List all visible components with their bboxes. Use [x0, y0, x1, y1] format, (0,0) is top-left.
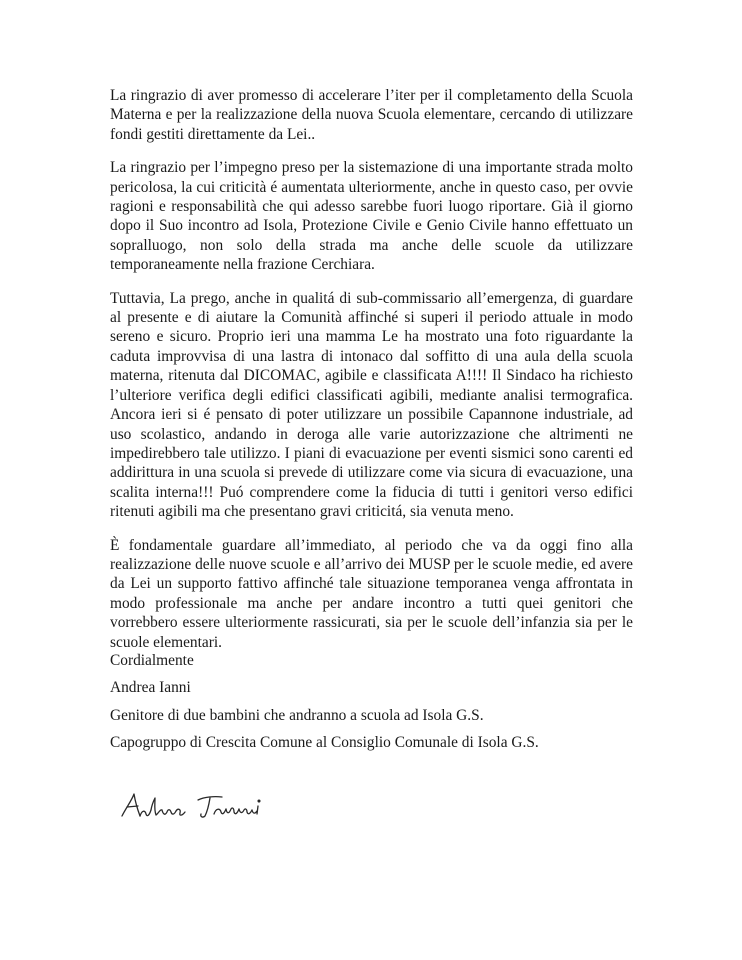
- paragraph-school-funding: La ringrazio di aver promesso di accelerare l’iter per il completamento della Scuola Materna e per la realizzazione della nuova Scuola elementare, cercando di utilizzare fondi gestiti direttamente da Lei..: [110, 87, 633, 143]
- paragraph-immediate-support: È fondamentale guardare all’immediato, al periodo che va da oggi fino alla realizzazione delle nuove scuole e all’arrivo dei MUSP per le scuole medie, ed avere da Lei un supporto fattivo affinché tale situazione temporanea venga affrontata in modo professionale ma anche per andare incontro a tutti quei genitori che vorrebbero essere ulteriormente rassicurati, sia per le scuole dell’infanzia sia per le scuole elementari.: [110, 536, 633, 651]
- author-name: Andrea Ianni: [110, 679, 191, 697]
- author-role-group: Capogruppo di Crescita Comune al Consiglio Comunale di Isola G.S.: [110, 734, 539, 752]
- paragraph-dangerous-road: La ringrazio per l’impegno preso per la sistemazione di una importante strada molto pericolosa, la cui criticità é aumentata ulteriormente, anche in questo caso, per ovvie ragioni e responsabilità che qui adesso sarebbe fuori luogo riportare. Già il giorno dopo il Suo incontro ad Isola, Protezione Civile e Genio Civile hanno effettuato un sopralluogo, non solo della strada ma anche delle scuole da utilizzare temporaneamente nella frazione Cerchiara.: [110, 159, 633, 274]
- handwritten-signature: [118, 770, 268, 840]
- letter-closing-block: [110, 651, 670, 761]
- author-role-parent: Genitore di due bambini che andranno a scuola ad Isola G.S.: [110, 706, 484, 724]
- paragraph-emergency-request: Tuttavia, La prego, anche in qualitá di sub-commissario all’emergenza, di guardare al presente e di aiutare la Comunità affinché si superi il periodo attuale in modo sereno e sicuro. Proprio ieri una mamma Le ha mostrato una foto riguardante la caduta improvvisa di una lastra di intonaco dal soffitto di una aula della scuola materna, ritenuta dal DICOMAC, agibile e classificata A!!!! Il Sindaco ha richiesto l’ulteriore verifica degli edifici classificati agibili, mediante analisi termografica. Ancora ieri si é pensato di poter utilizzare un possibile Capannone industriale, ad uso scolastico, andando in deroga alle varie autorizzazione che altrimenti ne impedirebbero tale utilizzo. I piani di evacuazione per eventi sismici sono carenti ed addirittura in una scuola si prevede di utilizzare come via sicura di evacuazione, una scalita interna!!! Puó comprendere come la fiducia di tutti i genitori verso edifici ritenuti agibili ma che presentano gravi criticitá, sia venuta meno.: [110, 289, 633, 521]
- letter-body: [110, 86, 633, 666]
- closing-salutation: Cordialmente: [110, 652, 194, 669]
